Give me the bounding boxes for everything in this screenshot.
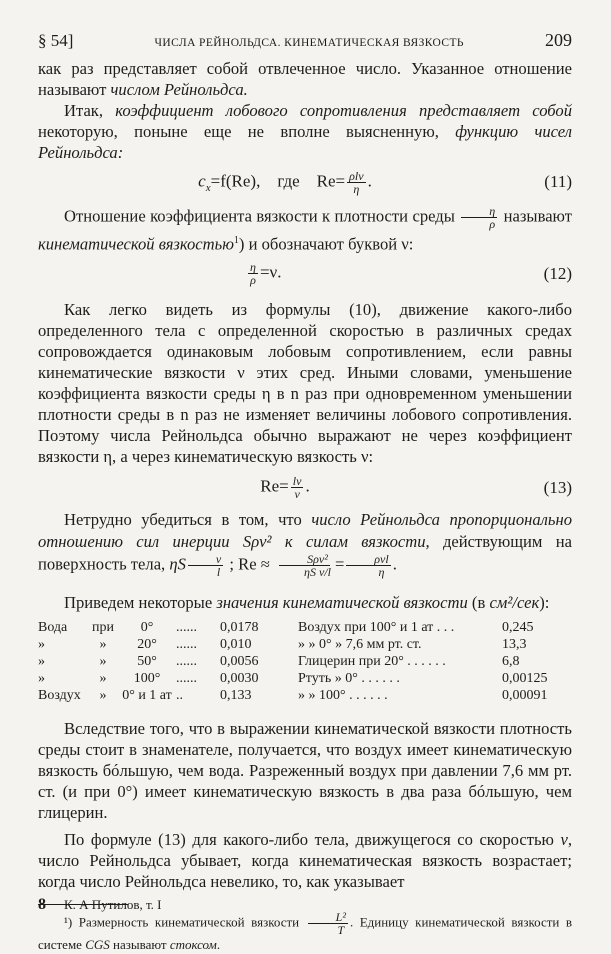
paragraph-1-text: как раз представляет собой отвлеченное число. Указанное отношение называют: [38, 59, 572, 99]
p5-eta-s: ηS: [169, 553, 186, 573]
eq11-c: c: [198, 170, 206, 190]
paragraph-6-a: Приведем некоторые: [64, 592, 217, 612]
p5-fraction-2: [276, 553, 333, 578]
footnote-b: . Единицу кинематической вязкости в системе: [38, 914, 573, 952]
table-cell: ......: [176, 636, 197, 652]
paragraph-2-italic-1: коэффициент лобового сопротивления представляет собой: [115, 101, 572, 120]
eq11-re: Re=: [316, 170, 346, 190]
paragraph-1-term: числом Рейнольдса.: [110, 80, 248, 99]
table-cell: 6,8: [502, 653, 520, 669]
p3-denominator: ρ: [489, 217, 496, 231]
equation-12-body: [38, 261, 532, 286]
p5-end: .: [392, 553, 397, 573]
table-cell: ......: [176, 670, 197, 686]
paragraph-6-b: (в: [467, 592, 490, 612]
page: [38, 30, 572, 954]
footnote-a: ¹) Размерность кинематической вязкости: [64, 914, 300, 930]
section-number: § 54]: [38, 31, 74, 50]
paragraph-6-c: ):: [539, 592, 550, 612]
eq13-dot: .: [305, 476, 310, 496]
table-cell: ......: [176, 619, 197, 635]
paragraph-2: [38, 100, 572, 163]
table-cell: 0,0178: [220, 619, 259, 635]
footnote-fraction: [308, 911, 348, 936]
paragraph-5-italic: число Рейнольдса пропорционально отношению сил инерции Sρv² к силам вязкости,: [38, 509, 572, 551]
p5-f2-numerator: Sρv²: [279, 553, 330, 566]
table-cell: при: [92, 619, 114, 635]
page-number: 209: [544, 30, 572, 50]
table-cell: 100°: [133, 670, 161, 686]
paragraph-5: [38, 509, 572, 578]
paragraph-2-italic-2: функцию чисел Рейнольдса:: [38, 122, 572, 162]
equation-13-label: (13): [543, 477, 572, 497]
table-row: [38, 670, 572, 687]
eq11-mid: =f(Re),: [210, 170, 261, 190]
paragraph-8-a: По формуле (13) для какого-либо тела, движущегося со скоростью: [64, 829, 561, 849]
table-cell: »: [38, 670, 45, 686]
paragraph-5-b: действующим на поверхность тела,: [38, 531, 572, 573]
footnote-ref: 1: [233, 235, 239, 246]
paragraph-3-b: называют: [499, 206, 572, 226]
equation-11-body: [38, 170, 532, 195]
table-cell: 13,3: [502, 636, 527, 652]
eq13-numerator: lv: [292, 474, 302, 489]
table-cell: 0,0030: [220, 670, 259, 686]
table-cell: 0,245: [502, 619, 534, 635]
eq11-sub: x: [205, 181, 211, 194]
paragraph-2-a: Итак,: [64, 101, 116, 120]
paragraph-8: [38, 829, 572, 892]
table-cell: »: [38, 636, 45, 652]
table-cell: 0° и 1 ат: [122, 687, 172, 703]
paragraph-6-italic: значения кинематической вязкости: [216, 592, 468, 612]
table-row: [38, 687, 572, 704]
table-cell: »: [99, 687, 107, 703]
equation-12-label: (12): [543, 263, 572, 283]
eq13-fraction: [291, 475, 304, 500]
table-cell: Ртуть » 0° . . . . . .: [298, 670, 400, 686]
paragraph-3-term: кинематической вязкостью: [38, 234, 234, 254]
footnote-numerator: L²: [308, 911, 348, 924]
footnote-denominator: T: [337, 922, 345, 937]
paragraph-2-b: некоторую, поныне еще не вполне выясненную,: [38, 122, 456, 141]
eq12-rhs: =ν.: [259, 262, 282, 282]
table-cell: » » 100° . . . . . .: [298, 687, 388, 703]
paragraph-4: Как легко видеть из формулы (10), движение какого-либо определенного тела с определенной скоростью в различных средах сопровождается одинаковым лобовым сопротивлением, если равны кинематические вязкости ν этих сред. Иными словами, уменьшение коэффициента вязкости среды η в n раз при одновременном уменьшении плотности среды в n раз не изменяет величины лобового сопротивления. Поэтому числа Рейнольдса обычно выражают не через коэффициент вязкости η, а через кинематическую вязкость ν:: [38, 299, 572, 466]
p5-f3-denominator: η: [378, 564, 385, 579]
eq11-where: где: [277, 170, 300, 190]
paragraph-1: [38, 58, 572, 100]
table-row: [38, 653, 572, 670]
paragraph-8-italic: v: [560, 829, 568, 849]
eq12-denominator: ρ: [250, 273, 256, 288]
footnote-term: стоксом: [169, 936, 217, 952]
viscosity-table: [38, 619, 572, 704]
table-row: [38, 619, 572, 636]
equation-12: [38, 255, 572, 293]
table-cell: 20°: [137, 636, 157, 652]
table-cell: ......: [176, 653, 197, 669]
p3-fraction: [461, 205, 497, 230]
eq13-denominator: ν: [294, 487, 300, 502]
eq12-numerator: η: [250, 260, 256, 275]
eq12-fraction: [248, 261, 258, 286]
p5-f2-denominator: ηS v/l: [303, 564, 331, 579]
p5-separator: ; Re ≈: [229, 553, 270, 573]
paragraph-3-a: Отношение коэффициента вязкости к плотности среды: [64, 206, 460, 226]
table-cell: Вода: [38, 619, 68, 635]
equation-13: [38, 467, 572, 509]
equation-11-label: (11): [544, 172, 572, 191]
footnote-cgs: CGS: [85, 936, 110, 952]
footnote-d: .: [216, 936, 221, 952]
running-title: ЧИСЛА РЕЙНОЛЬДСА. КИНЕМАТИЧЕСКАЯ ВЯЗКОСТЬ: [154, 37, 464, 49]
table-cell: »: [38, 653, 45, 669]
paragraph-6: [38, 592, 572, 613]
signature-number: 8: [38, 896, 46, 913]
paragraph-5-a: Нетрудно убедиться в том, что: [64, 509, 312, 529]
paragraph-6-unit: см²/сек: [489, 592, 540, 612]
signature-text: К. А Путилов, т. I: [64, 897, 162, 912]
p5-f1-denominator: l: [216, 564, 221, 579]
eq11-denominator: η: [353, 181, 360, 196]
table-cell: 50°: [137, 653, 157, 669]
footnote: [38, 911, 572, 954]
table-cell: »: [99, 636, 107, 652]
table-cell: Глицерин при 20° . . . . . .: [298, 653, 446, 669]
signature-line: [38, 896, 162, 914]
equation-11: [38, 163, 572, 201]
paragraph-3: [38, 205, 572, 255]
table-cell: Воздух при 100° и 1 ат . . .: [298, 619, 455, 635]
paragraph-7: Вследствие того, что в выражении кинематической вязкости плотность среды стоит в знаменателе, получается, что воздух имеет кинематическую вязкость бóльшую, чем вода. Разреженный воздух при давлении 7,6 мм рт. ст. (и при 0°) имеет кинематическую вязкость в два раза бóльшую, чем глицерин.: [38, 718, 572, 822]
eq11-dot: .: [367, 170, 372, 190]
table-cell: 0,133: [220, 687, 252, 703]
running-head: [38, 30, 572, 58]
table-cell: ..: [176, 687, 183, 703]
paragraph-3-c: ) и обозначают буквой ν:: [238, 234, 414, 254]
equation-13-body: [38, 475, 532, 500]
p5-f1-numerator: v: [188, 553, 223, 566]
p5-fraction-3: [346, 553, 390, 578]
table-cell: Воздух: [38, 687, 81, 703]
table-cell: 0,00091: [502, 687, 548, 703]
table-cell: » » 0° » 7,6 мм рт. ст.: [298, 636, 422, 652]
table-cell: 0,00125: [502, 670, 548, 686]
paragraph-8-b: , число Рейнольдса убывает, когда кинематическая вязкость возрастает; когда число Рейнольдса невелико, то, как указывает: [38, 829, 572, 891]
eq11-fraction: [347, 170, 365, 195]
table-cell: 0°: [140, 619, 154, 635]
p3-numerator: η: [461, 205, 497, 218]
eq11-numerator: ρlv: [349, 168, 364, 183]
table-cell: »: [99, 653, 107, 669]
table-cell: 0,0056: [220, 653, 259, 669]
table-row: [38, 636, 572, 653]
p5-equals: =: [334, 553, 345, 573]
p5-f3-numerator: ρvl: [346, 553, 390, 566]
table-cell: »: [99, 670, 107, 686]
p5-fraction-1: [188, 553, 223, 578]
footnote-c: называют: [109, 936, 170, 952]
table-cell: 0,010: [220, 636, 252, 652]
eq13-lhs: Re=: [260, 476, 289, 496]
